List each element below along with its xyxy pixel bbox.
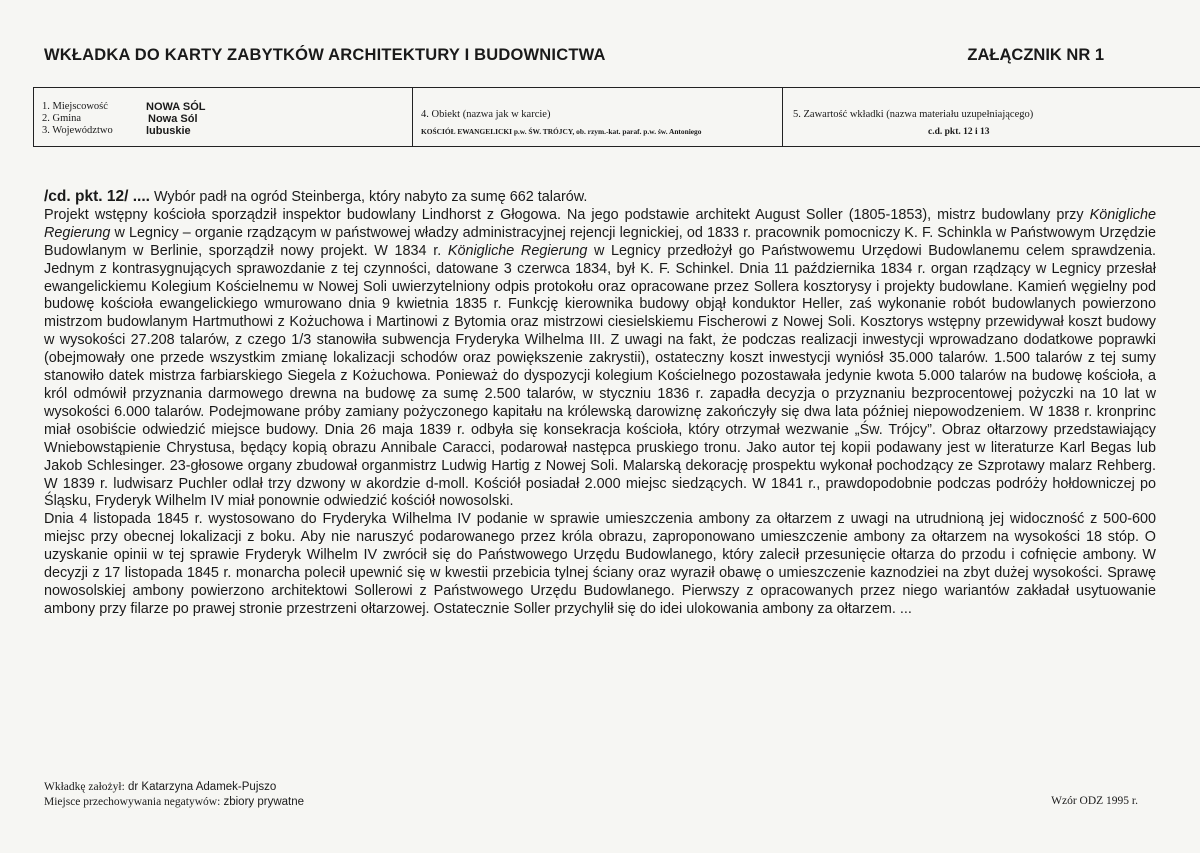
- history-text-c: w Legnicy przedłożył go Państwowemu Urzędowi Budowlanemu celem sprawdzenia. Jednym z kontrasygnujących sprawozdanie z tej czynności, datowane 3 czerwca 1834, był K. F. Schinkel. Dnia 11 października 1834 r. organ rządzący w Legnicy przesłał ewangelickiemu Kolegium Kościelnemu w Nowej Soli uwierzytelniony odpis protokołu oraz opracowane przez Sollera kosztorysy i projekty budowlane. Kamień węgielny pod budowę kościoła ewangelickiego wmurowano dnia 9 kwietnia 1835 r. Funkcję kierownika budowy objął konduktor Heller, zaś wykonanie robót budowlanych powierzono mistrzom budowlanym Hartmuthowi z Kożuchowa i Martinowi z Bytomia oraz mistrzowi ciesielskiemu Fischerowi z Nowej Soli. Kosztorys wstępny przewidywał koszt budowy w wysokości 27.208 talarów, z czego 1/3 stanowiła subwencja Fryderyka Wilhelma III. Z uwagi na fakt, że podczas realizacji inwestycji wprowadzano dodatkowe poprawki (obejmowały one przede wszystkim zmianę lokalizacji schodów oraz powiększenie zakrystii), ostateczny koszt inwestycji wyniósł 35.000 talarów. 1.500 talarów z tej sumy stanowiło datek mistrza farbiarskiego Siegela z Kożuchowa. Ponieważ do dyspozycji kolegium Kościelnego pozostawała jedynie kwota 5.000 talarów na budowę kościoła, a król odmówił przyznania darmowego drewna na budowę za sumę 2.500 talarów, w styczniu 1836 r. zapadła decyzja o przyznaniu bezprocentowej pożyczki na 10 lat w wysokości 6.000 talarów. Podejmowane próby zamiany pożyczonego kapitału na królewską darowiznę zakończyły się dwa lata później niepowodzeniem. W 1838 r. kronprinc miał osobiście odwiedzić miejsce budowy. Dnia 26 maja 1839 r. odbyła się konsekracja kościoła, który otrzymał wezwanie „Św. Trójcy”. Obraz ołtarzowy przedstawiający Wniebowstąpienie Chrystusa, będący kopią obrazu Annibale Caracci, podarował następca pruskiego tronu. Jako autor tej kopii podawany jest w literaturze Karl Begas lub Jakob Schlesinger. 23-głosowe organy zbudował organmistrz Ludwig Hartig z Nowej Soli. Malarską dekorację prospektu wykonał pochodzący ze Szprotawy malarz Rehberg. W 1839 r. ludwisarz Puchler odlał trzy dzwony w akordzie d-moll. Kościół posiadał 2.000 miejsc siedzących. W 1841 r., prawdopodobnie podczas podróży hołdowniczej po Śląsku, Fryderyk Wilhelm IV miał ponownie odwiedzić kościół nowosolski.: [44, 242, 1156, 510]
- history-text-b: w Legnicy – organie rządzącym w państwowej władzy administracyjnej rejencji legnickiej, od 1833 r. pracownik pomocniczy K. F. Schinkla w Państwowym Urzędzie Budowlanym w Berlinie, sporządził nowy projekt. W 1834 r.: [44, 224, 1156, 259]
- locality-value: NOWA SÓL: [146, 101, 206, 113]
- paragraph-pulpit: Dnia 4 listopada 1845 r. wystosowano do Fryderyka Wilhelma IV podanie w sprawie umieszczenia ambony za ołtarzem z uwagi na utrudnioną jej widoczność z 500-600 miejsc przy obecnej lokalizacji z boku. Aby nie naruszyć podarowanego przez króla obrazu, zaproponowano umieszczenie ambony za ołtarzem na wysokości 18 stóp. O uzyskanie opinii w tej sprawie Fryderyk Wilhelm IV zwrócił się do Państwowego Urzędu Budowlanego, który zalecił przesunięcie ołtarza do przodu i cofnięcie ambony. W decyzji z 17 listopada 1845 r. monarcha polecił upewnić się w kwestii przebicia tylnej ściany oraz wyraził obawę o umieszczenie kaznodziei na zbyt dużej wysokości. Sprawę nowosolskiej ambony powierzono architektowi Sollerowi z Państwowego Urzędu Budowlanego. Pierwszy z opracowanych przez niego wariantów zakładał usytuowanie ambony przy filarze po prawej stronie przestrzeni ołtarzowej. Ostatecznie Soller przychylił się do idei ulokowania ambony za ołtarzem. ...: [44, 511, 1156, 617]
- footer-credits: [44, 780, 304, 810]
- object-value: KOŚCIÓŁ EWANGELICKI p.w. ŚW. TRÓJCY, ob. rzym.-kat. paraf. p.w. św. Antoniego: [421, 127, 702, 136]
- storage-line: [44, 795, 304, 810]
- object-cell: [413, 88, 783, 146]
- lead-reference: /cd. pkt. 12/ ....: [44, 188, 150, 205]
- voivodeship-label: 3. Województwo: [42, 125, 113, 136]
- info-table: [33, 87, 1200, 147]
- voivodeship-value: lubuskie: [146, 125, 191, 137]
- content-label: 5. Zawartość wkładki (nazwa materiału uzupełniającego): [793, 109, 1034, 120]
- history-italic-a: Königliche Regierung: [44, 206, 1156, 241]
- content-value: c.d. pkt. 12 i 13: [928, 127, 990, 137]
- object-label: 4. Obiekt (nazwa jak w karcie): [421, 109, 551, 120]
- history-italic-b: Königliche Regierung: [447, 242, 588, 259]
- main-text: [44, 188, 1156, 619]
- annex-label: ZAŁĄCZNIK NR 1: [967, 46, 1104, 64]
- document-title: WKŁADKA DO KARTY ZABYTKÓW ARCHITEKTURY I BUDOWNICTWA: [44, 46, 606, 64]
- author-value: dr Katarzyna Adamek-Pujszo: [124, 781, 277, 793]
- author-label: Wkładkę założył:: [44, 781, 125, 793]
- location-cell: [34, 88, 413, 146]
- commune-value: Nowa Sól: [148, 113, 198, 125]
- history-text-a: Projekt wstępny kościoła sporządził inspektor budowlany Lindhorst z Głogowa. Na jego podstawie architekt August Soller (1805-1853), mistrz budowlany przy: [44, 206, 1090, 223]
- content-cell: [783, 88, 1200, 146]
- paragraph-history: [44, 207, 1156, 511]
- author-line: [44, 780, 304, 795]
- paragraph-lead: [44, 188, 1156, 207]
- lead-text: Wybór padł na ogród Steinberga, który nabyto za sumę 662 talarów.: [149, 189, 588, 205]
- template-note: Wzór ODZ 1995 r.: [1051, 795, 1138, 807]
- locality-label: 1. Miejscowość: [42, 101, 108, 112]
- storage-label: Miejsce przechowywania negatywów:: [44, 796, 221, 808]
- commune-label: 2. Gmina: [42, 113, 82, 124]
- storage-value: zbiory prywatne: [220, 796, 305, 808]
